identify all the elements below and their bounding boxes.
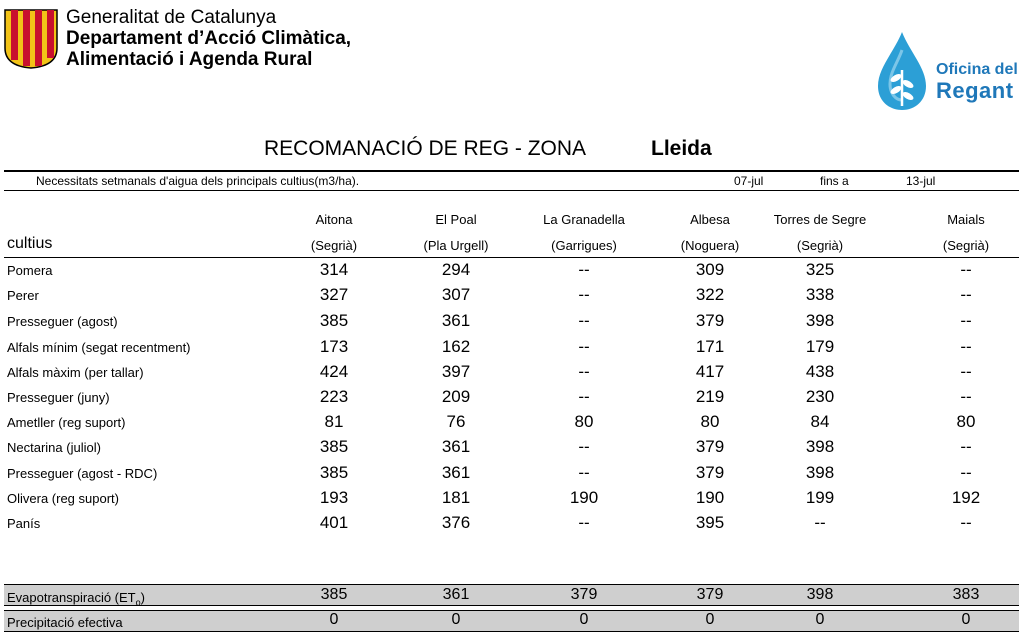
table-cell: -- (578, 437, 590, 456)
table-cell: 80 (956, 412, 976, 431)
column-region: (Noguera) (680, 238, 740, 253)
date-from: 07-jul (734, 174, 764, 188)
et-value: 383 (952, 586, 980, 603)
table-cell: 179 (805, 337, 835, 356)
divider (4, 605, 1019, 606)
crop-name: Pomera (7, 263, 53, 278)
table-cell: 398 (805, 437, 835, 456)
table-cell: 173 (319, 337, 349, 356)
table-cell: 376 (441, 513, 471, 532)
table-cell: 162 (441, 337, 471, 356)
table-cell: -- (960, 437, 972, 456)
et-value: 361 (442, 586, 470, 603)
table-cell: -- (960, 463, 972, 482)
report-subtitle: Necessitats setmanals d'aigua dels principals cultius(m3/ha). (36, 174, 360, 188)
org-name: Generalitat de Catalunya (66, 7, 277, 28)
table-cell: 338 (805, 285, 835, 304)
table-cell: 322 (695, 285, 725, 304)
table-cell: -- (960, 260, 972, 279)
report-title: RECOMANACIÓ DE REG - ZONA (264, 137, 587, 160)
column-region: (Segrià) (942, 238, 990, 253)
table-cell: 325 (805, 260, 835, 279)
column-region: (Pla Urgell) (423, 238, 489, 253)
table-cell: 219 (695, 387, 725, 406)
table-cell: 81 (324, 412, 344, 431)
et-value: 385 (320, 586, 348, 603)
table-cell: 379 (695, 437, 725, 456)
table-cell: -- (578, 463, 590, 482)
table-cell: 190 (695, 488, 725, 507)
precip-value: 0 (705, 611, 715, 628)
crop-name: Alfals mínim (segat recentment) (7, 340, 191, 355)
crop-name: Presseguer (agost) (7, 314, 118, 329)
column-location: El Poal (435, 212, 477, 227)
table-cell: -- (578, 387, 590, 406)
table-cell: 385 (319, 437, 349, 456)
zone-name: Lleida (651, 137, 712, 160)
precip-value: 0 (329, 611, 339, 628)
table-cell: 80 (574, 412, 594, 431)
table-cell: 401 (319, 513, 349, 532)
column-location: La Granadella (543, 212, 625, 227)
table-cell: 398 (805, 463, 835, 482)
row-header-cultius: cultius (7, 235, 53, 252)
table-cell: 398 (805, 311, 835, 330)
crop-name: Nectarina (juliol) (7, 440, 101, 455)
table-cell: -- (578, 285, 590, 304)
table-cell: -- (578, 337, 590, 356)
table-cell: 438 (805, 362, 835, 381)
table-cell: 327 (319, 285, 349, 304)
table-cell: 417 (695, 362, 725, 381)
table-cell: 294 (441, 260, 471, 279)
department-name-line1: Departament d’Acció Climàtica, (66, 28, 352, 49)
precip-value: 0 (451, 611, 461, 628)
table-cell: 361 (441, 311, 471, 330)
table-cell: 190 (569, 488, 599, 507)
table-cell: 199 (805, 488, 835, 507)
et-value: 398 (806, 586, 834, 603)
date-to: 13-jul (906, 174, 936, 188)
column-location: Torres de Segre (773, 212, 867, 227)
department-name-line2: Alimentació i Agenda Rural (66, 49, 313, 70)
table-cell: 379 (695, 463, 725, 482)
generalitat-logo (3, 8, 59, 70)
divider (4, 631, 1019, 632)
table-cell: -- (960, 513, 972, 532)
table-cell: 397 (441, 362, 471, 381)
table-cell: -- (578, 362, 590, 381)
et-value: 379 (570, 586, 598, 603)
table-cell: 230 (805, 387, 835, 406)
table-cell: 171 (695, 337, 725, 356)
et-value: 379 (696, 586, 724, 603)
precip-value: 0 (961, 611, 971, 628)
column-region: (Garrigues) (551, 238, 617, 253)
table-cell: 84 (810, 412, 830, 431)
table-cell: 309 (695, 260, 725, 279)
crop-name: Ametller (reg suport) (7, 415, 126, 430)
divider (4, 584, 1019, 585)
table-cell: 76 (446, 412, 466, 431)
water-drop-icon (872, 30, 932, 112)
crop-name: Panís (7, 516, 41, 531)
divider (4, 190, 1019, 191)
column-region: (Segrià) (796, 238, 844, 253)
table-cell: 314 (319, 260, 349, 279)
table-cell: -- (960, 285, 972, 304)
crop-name: Alfals màxim (per tallar) (7, 365, 144, 380)
crop-name: Presseguer (juny) (7, 390, 110, 405)
table-cell: -- (578, 260, 590, 279)
column-location: Aitona (315, 212, 353, 227)
table-cell: 361 (441, 463, 471, 482)
table-cell: -- (960, 337, 972, 356)
column-location: Albesa (690, 212, 730, 227)
table-cell: 223 (319, 387, 349, 406)
table-cell: -- (814, 513, 826, 532)
table-cell: 209 (441, 387, 471, 406)
table-cell: 193 (319, 488, 349, 507)
column-region: (Segrià) (310, 238, 358, 253)
divider (4, 170, 1019, 172)
crop-name: Perer (7, 288, 39, 303)
table-cell: 307 (441, 285, 471, 304)
table-cell: 424 (319, 362, 349, 381)
table-cell: 395 (695, 513, 725, 532)
precip-value: 0 (579, 611, 589, 628)
table-cell: 80 (700, 412, 720, 431)
column-location: Maials (947, 212, 985, 227)
table-cell: -- (578, 311, 590, 330)
crop-name: Olivera (reg suport) (7, 491, 119, 506)
table-cell: 385 (319, 463, 349, 482)
table-cell: 385 (319, 311, 349, 330)
date-between: fins a (820, 174, 849, 188)
table-cell: -- (960, 362, 972, 381)
table-cell: 361 (441, 437, 471, 456)
table-cell: 379 (695, 311, 725, 330)
divider (4, 257, 1019, 258)
table-cell: 192 (951, 488, 981, 507)
crop-name: Presseguer (agost - RDC) (7, 466, 158, 481)
table-cell: -- (960, 311, 972, 330)
precip-label: Precipitació efectiva (7, 615, 123, 630)
precip-value: 0 (815, 611, 825, 628)
table-cell: -- (960, 387, 972, 406)
logo-text-line2: Regant (936, 78, 1014, 103)
table-cell: 181 (441, 488, 471, 507)
et-label: Evapotranspiració $(ET_o)$ (7, 590, 145, 608)
table-cell: -- (578, 513, 590, 532)
logo-text-line1: Oficina del (936, 61, 1018, 78)
